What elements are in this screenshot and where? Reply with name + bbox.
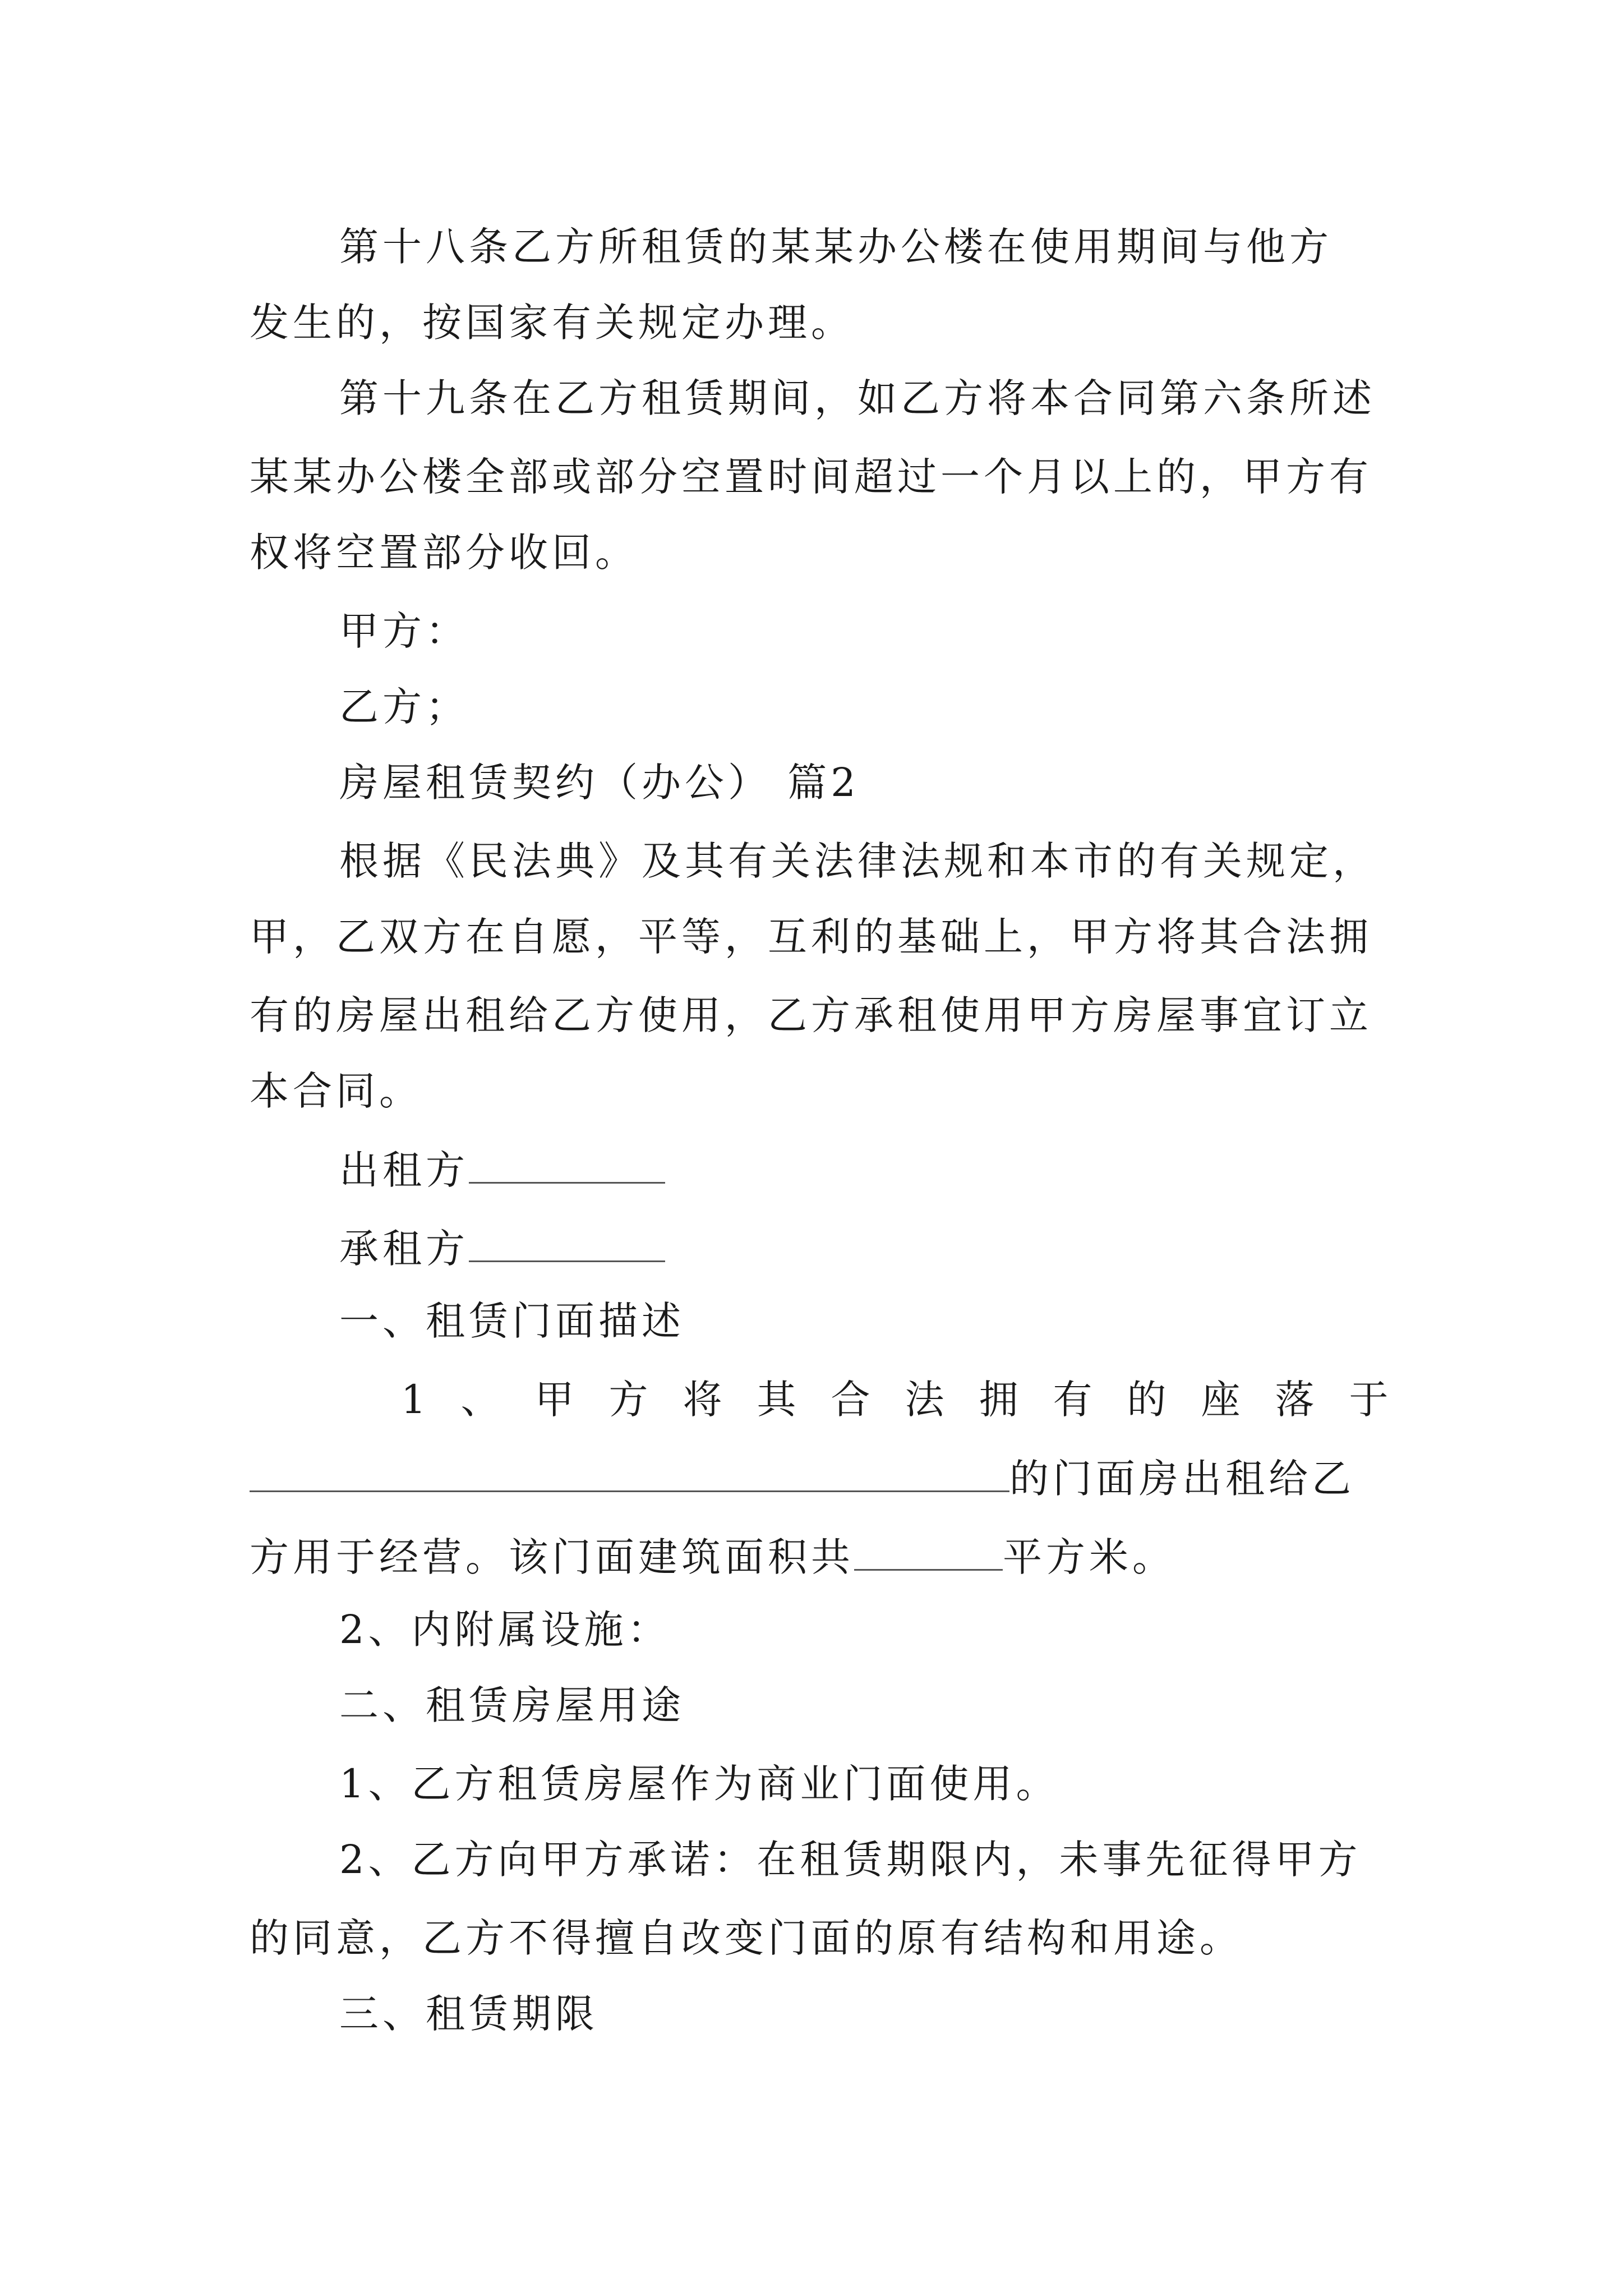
paragraph-line: 的同意，乙方不得擅自改变门面的原有结构和用途。 xyxy=(250,1915,1243,1961)
heading-2: 二、租赁房屋用途 xyxy=(339,1682,685,1728)
paragraph-line: 1、乙方租赁房屋作为商业门面使用。 xyxy=(339,1761,1059,1807)
lessor-blank xyxy=(469,1147,665,1184)
address-line xyxy=(250,1456,1388,1502)
party-b-label: 乙方； xyxy=(339,684,469,730)
party-a-label: 甲方： xyxy=(339,608,469,654)
paragraph-line: 第十九条在乙方租赁期间，如乙方将本合同第六条所述 xyxy=(339,375,1376,421)
heading-1: 一、租赁门面描述 xyxy=(339,1298,685,1344)
lessee-line xyxy=(339,1226,1388,1272)
paragraph-line: 甲，乙双方在自愿，平等，互利的基础上，甲方将其合法拥 xyxy=(250,914,1372,960)
lessee-blank xyxy=(469,1226,665,1262)
paragraph-line: 2、乙方向甲方承诺：在租赁期限内，未事先征得甲方 xyxy=(339,1837,1362,1883)
area-text-before: 方用于经营。该门面建筑面积共 xyxy=(250,1534,854,1580)
paragraph-line: 1、甲方将其合法拥有的座落于 xyxy=(401,1377,1423,1423)
paragraph-line: 权将空置部分收回。 xyxy=(250,530,638,576)
address-line-text: 的门面房出租给乙 xyxy=(1009,1456,1355,1502)
paragraph-line: 2、内附属设施： xyxy=(339,1607,671,1653)
area-line xyxy=(250,1534,1388,1580)
lessee-label: 承租方 xyxy=(339,1226,469,1272)
area-text-after: 平方米。 xyxy=(1003,1534,1175,1580)
paragraph-line: 发生的，按国家有关规定办理。 xyxy=(250,300,854,346)
paragraph-line: 本合同。 xyxy=(250,1068,422,1114)
section-title: 房屋租赁契约（办公） 篇2 xyxy=(339,760,860,806)
lessor-label: 出租方 xyxy=(339,1147,469,1193)
paragraph-line: 某某办公楼全部或部分空置时间超过一个月以上的，甲方有 xyxy=(250,454,1372,500)
paragraph-line: 根据《民法典》及其有关法律法规和本市的有关规定， xyxy=(339,838,1376,884)
address-blank xyxy=(250,1456,1009,1492)
paragraph-line: 第十八条乙方所租赁的某某办公楼在使用期间与他方 xyxy=(339,224,1332,270)
area-blank xyxy=(854,1534,1003,1571)
heading-3: 三、租赁期限 xyxy=(339,1991,598,2037)
paragraph-line: 有的房屋出租给乙方使用，乙方承租使用甲方房屋事宜订立 xyxy=(250,992,1372,1038)
lessor-line xyxy=(339,1147,1388,1193)
